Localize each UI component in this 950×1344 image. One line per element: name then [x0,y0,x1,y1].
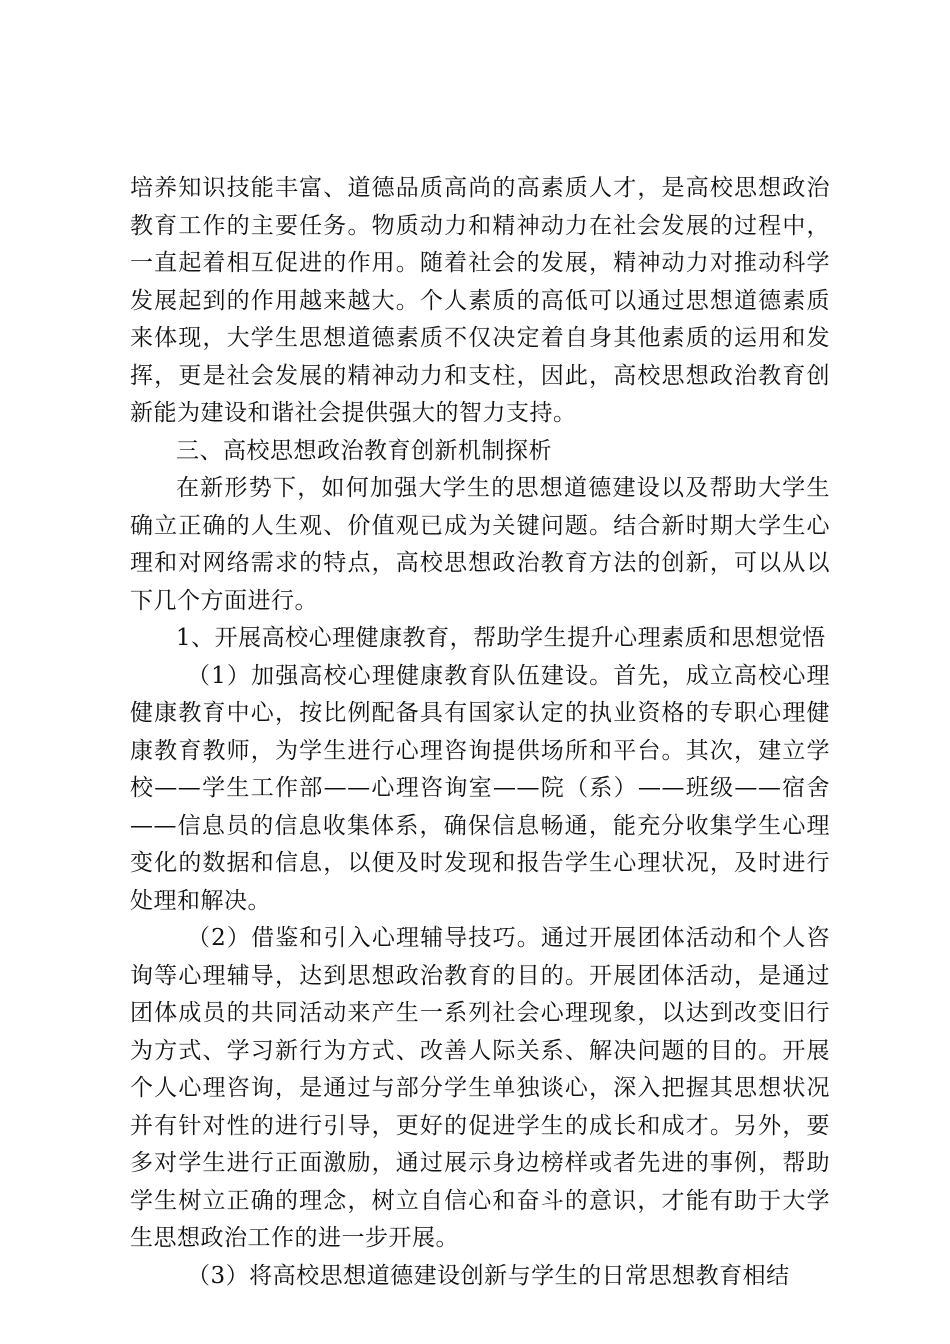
section-heading-3: 三、高校思想政治教育创新机制探析 [176,437,552,464]
paragraph-intro-continuation: 培养知识技能丰富、道德品质高尚的高素质人才，是高校思想政治教育工作的主要任务。物质动力和精神动力在社会发展的过程中，一直起着相互促进的作用。随着社会的发展，精神动力对推动科学发展起到的作用越来越大。个人素质的高低可以通过思想道德素质来体现，大学生思想道德素质不仅决定着自身其他素质的运用和发挥，更是社会发展的精神动力和支柱，因此，高校思想政治教育创新能为建设和谐社会提供强大的智力支持。 [130,175,830,426]
paragraph-item-3: （3）将高校思想道德建设创新与学生的日常思想教育相结 [187,1262,790,1289]
subsection-heading-1: 1、开展高校心理健康教育，帮助学生提升心理素质和思想觉悟 [176,625,826,651]
document-body [130,170,830,1295]
paragraph-item-2: （2）借鉴和引入心理辅导技巧。通过开展团体活动和个人咨询等心理辅导，达到思想政治教育的目的。开展团体活动，是通过团体成员的共同活动来产生一系列社会心理现象，以达到改变旧行为方式、学习新行为方式、改善人际关系、解决问题的目的。开展个人心理咨询，是通过与部分学生单独谈心，深入把握其思想状况并有针对性的进行引导，更好的促进学生的成长和成才。另外，要多对学生进行正面激励，通过展示身边榜样或者先进的事例，帮助学生树立正确的理念，树立自信心和奋斗的意识，才能有助于大学生思想政治工作的进一步开展。 [130,925,830,1251]
paragraph-new-situation: 在新形势下，如何加强大学生的思想道德建设以及帮助大学生确立正确的人生观、价值观已成为关键问题。结合新时期大学生心理和对网络需求的特点，高校思想政治教育方法的创新，可以从以下几个方面进行。 [130,475,830,614]
paragraph-item-1: （1）加强高校心理健康教育队伍建设。首先，成立高校心理健康教育中心，按比例配备具有国家认定的执业资格的专职心理健康教育教师，为学生进行心理咨询提供场所和平台。其次，建立学校——学生工作部——心理咨询室——院（系）——班级——宿舍——信息员的信息收集体系，确保信息畅通，能充分收集学生心理变化的数据和信息，以便及时发现和报告学生心理状况，及时进行处理和解决。 [130,662,830,914]
